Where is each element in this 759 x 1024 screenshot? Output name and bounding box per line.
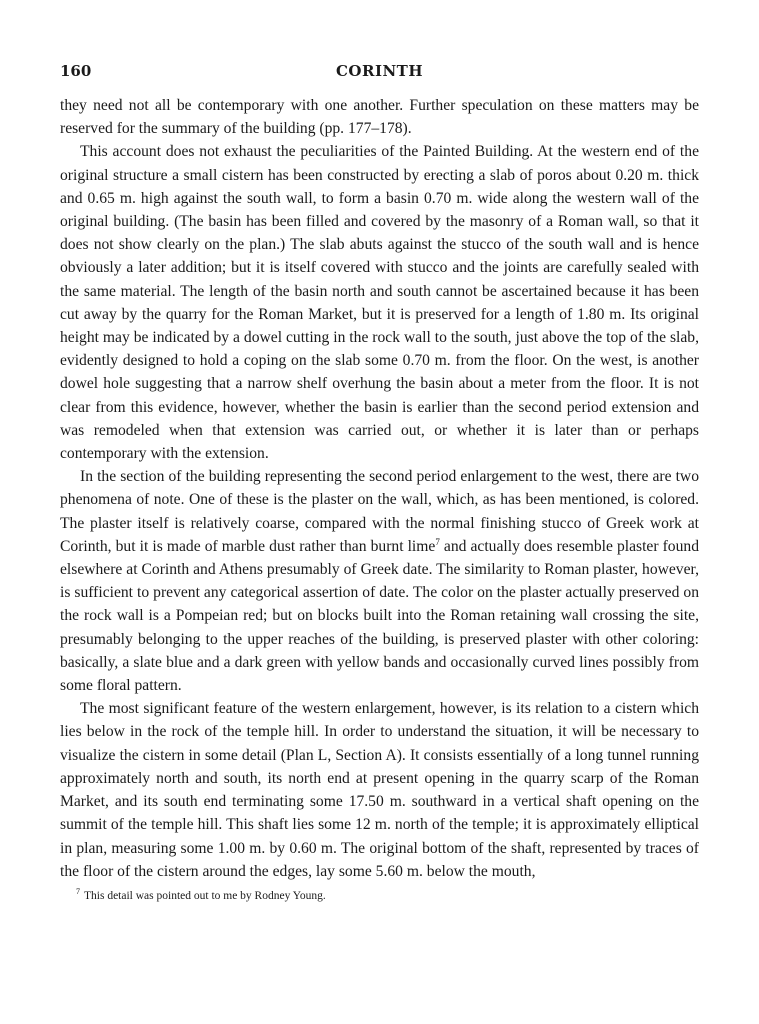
paragraph-plaster-text-b: and actually does resemble plaster found elsewhere at Corinth and Athens presumably of Greek date. The similarity to Roman plaster, however, is sufficient to prevent any categorical assertion of date. The color on the plaster actually preserved on the rock wall is a Pompeian red; but on blocks built into the Roman retaining wall crossing the site, presumably belonging to the upper reaches of the building, is preserved plaster with other coloring: basically, a slate blue and a dark green with yellow bands and occasionally curved lines possibly from some floral pattern. xyxy=(60,537,699,695)
page-number: 160 xyxy=(60,62,92,80)
footnote xyxy=(60,889,699,904)
page-header xyxy=(60,62,699,84)
running-title: CORINTH xyxy=(335,62,424,80)
paragraph-cistern-relation: The most significant feature of the western enlargement, however, is its relation to a cistern which lies below in the rock of the temple hill. In order to understand the situation, it will be necessary to visualize the cistern in some detail (Plan L, Section A). It consists essentially of a long tunnel running approximately north and south, its north end at present opening in the quarry scarp of the Roman Market, and its south end terminating some 17.50 m. southward in a vertical shaft opening on the summit of the temple hill. This shaft lies some 12 m. north of the temple; it is approximately elliptical in plan, measuring some 1.00 m. by 0.60 m. The original bottom of the shaft, represented by traces of the floor of the cistern around the edges, lay some 5.60 m. below the mouth, xyxy=(60,700,699,880)
paragraph-plaster-text-a: In the section of the building representing the second period enlargement to the west, there are two phenomena of note. One of these is the plaster on the wall, which, as has been mentioned, is colored. The plaster itself is relatively coarse, compared with the normal finishing stucco of Greek work at Corinth, but it is made of marble dust rather than burnt lime xyxy=(60,468,699,555)
paragraph-continuation: they need not all be contemporary with one another. Further speculation on these matters may be reserved for the summary of the building (pp. 177–178). xyxy=(60,97,699,138)
paragraph-cistern-basin: This account does not exhaust the peculiarities of the Painted Building. At the western end of the original structure a small cistern has been constructed by erecting a slab of poros about 0.20 m. thick and 0.65 m. high against the south wall, to form a basin 0.70 m. wide along the western wall of the original building. (The basin has been filled and covered by the masonry of a Roman wall, so that it does not show clearly on the plan.) The slab abuts against the stucco of the south wall and is hence obviously a later addition; but it is itself covered with stucco and the joints are carefully sealed with the same material. The length of the basin north and south cannot be ascertained because it has been cut away by the quarry for the Roman Market, but it is preserved for a length of 1.80 m. Its original height may be indicated by a dowel cutting in the rock wall to the south, just above the top of the slab, evidently designed to hold a coping on the slab some 0.70 m. from the floor. On the west, is another dowel hole suggesting that a narrow shelf overhung the basin about a meter from the floor. It is not clear from this evidence, however, whether the basin is earlier than the second period extension and was remodeled when that extension was carried out, or whether it is later than or perhaps contemporary with the extension. xyxy=(60,143,699,463)
footnote-mark: 7 xyxy=(76,887,80,897)
body-text xyxy=(60,94,699,883)
document-page xyxy=(60,62,699,904)
footnote-reference: 7 xyxy=(435,536,440,547)
footnote-text: This detail was pointed out to me by Rodney Young. xyxy=(84,889,326,902)
paragraph-plaster xyxy=(60,465,699,697)
